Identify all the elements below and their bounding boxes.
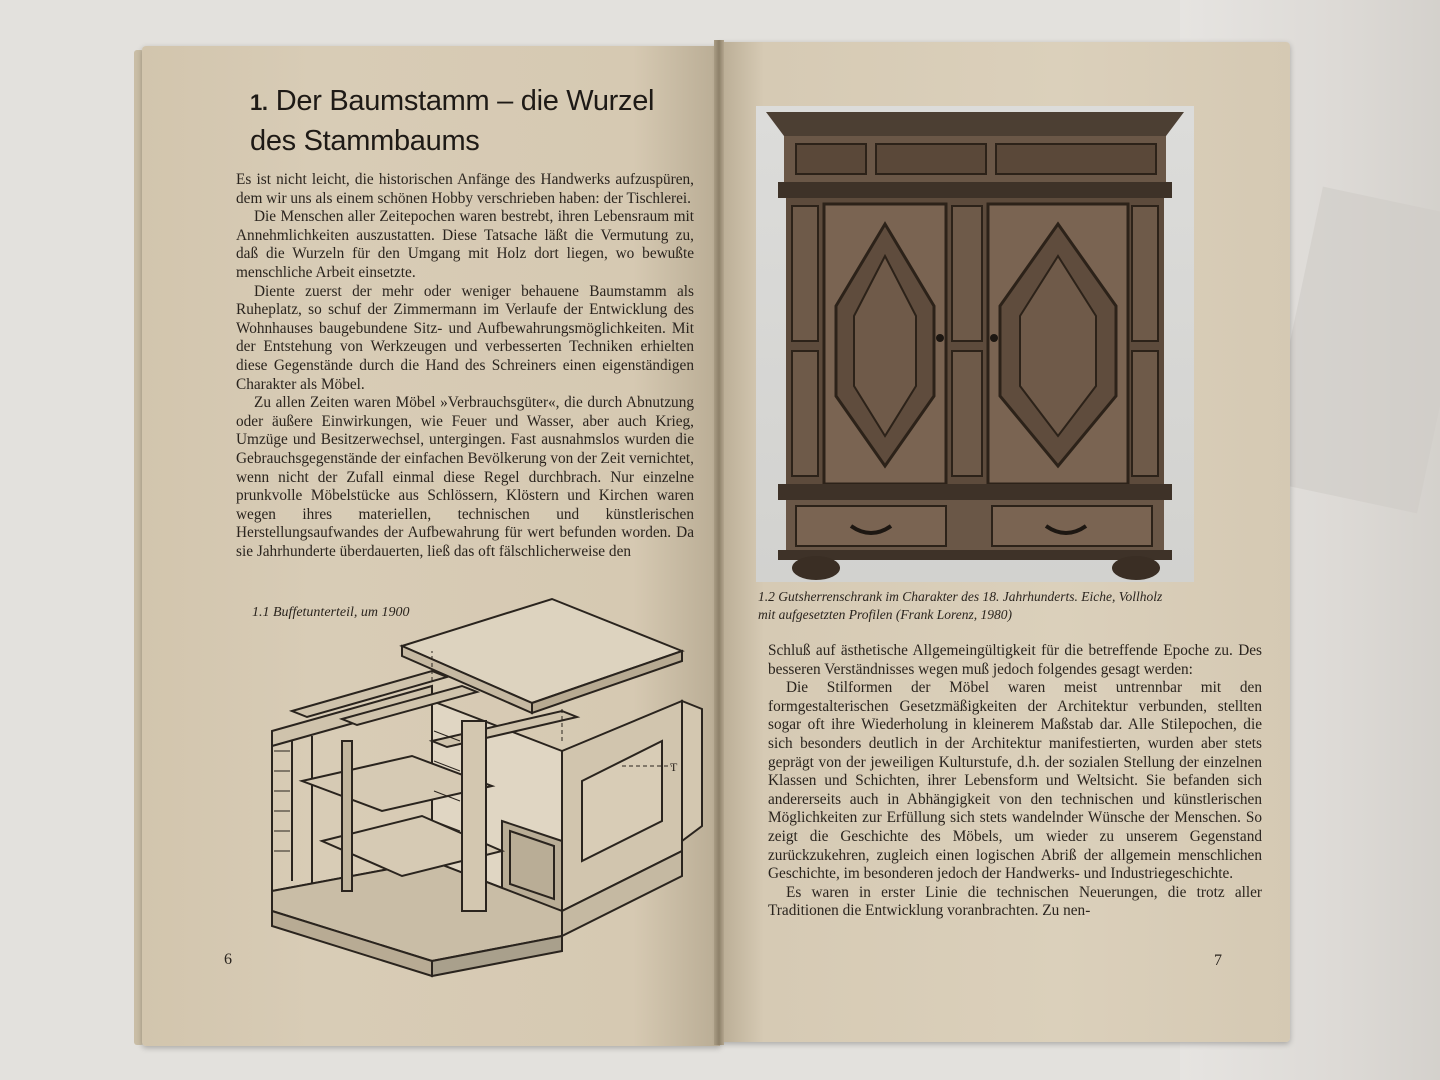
paragraph: Es waren in erster Linie die technischen Neuerungen, die trotz aller Traditionen die Entwicklung voranbrachten. Zu nen-	[768, 883, 1262, 920]
figure-caption-1-2	[758, 588, 1228, 624]
paragraph: Die Menschen aller Zeitepochen waren bestrebt, ihren Lebensraum mit Annehmlichkeiten auszustatten. Diese Tatsache läßt die Vermutung zu, daß die Wurzeln für den Umgang mit Holz dort liegen, wo bewußte menschliche Arbeit einsetzte.	[236, 208, 694, 281]
paragraph: Schluß auf ästhetische Allgemeingültigkeit für die betreffende Epoche zu. Des besseren Verständnisses wegen muß jedoch folgendes gesagt werden:	[768, 642, 1262, 678]
cabinet-photo	[756, 106, 1194, 582]
page-number-right: 7	[1214, 952, 1222, 969]
chapter-title	[250, 82, 690, 160]
paragraph: Die Stilformen der Möbel waren meist untrennbar mit den formgestalterischen Gesetzmäßigkeiten der Architektur verbunden, stellten sogar oft ihre Wiederholung in kleinerem Maßstab dar. Alle Stilepochen, die sich besonders deutlich in der Architektur manifestierten, wurden aber stets geprägt von der jeweiligen Kulturstufe, d.h. der sozialen Stellung der einzelnen Klassen und Schichten, ihrer Lebensform und Weltsicht. Sie befanden sich andererseits auch in Abhängigkeit von den technischen und künstlerischen Möglichkeiten zur Erfüllung sich stets wandelnder Wünsche der Menschen. So zeigt die Geschichte des Möbels, um wieder zu unserem Gegenstand zurückzukehren, zugleich einen logischen Abriß der allgemein menschlichen Geschichte, im besonderen jedoch der Handwerks- und Industriegeschichte.	[768, 679, 1262, 883]
paragraph: Es ist nicht leicht, die historischen Anfänge des Handwerks aufzuspüren, dem wir uns als einem schönen Hobby verschrieben haben: der Tischlerei.	[236, 171, 694, 207]
open-book	[134, 40, 1294, 1050]
paragraph: Diente zuerst der mehr oder weniger behauene Baumstamm als Ruheplatz, so schuf der Zimmermann im Verlaufe der Entwicklung des Wohnhauses baugebundene Sitz- und Aufbewahrungsmöglichkeiten. Mit der Entstehung von Werkzeugen und verbesserten Techniken erhielten diese Gegenstände durch die Hand des Schreiners einen eigenständigen Charakter als Möbel.	[236, 282, 694, 393]
right-body-text	[768, 642, 1262, 921]
right-page	[718, 42, 1290, 1042]
page-number-left: 6	[224, 951, 232, 968]
book-gutter	[714, 40, 724, 1045]
left-body-text	[236, 171, 694, 561]
left-page	[142, 46, 720, 1046]
caption-line2: mit aufgesetzten Profilen (Frank Lorenz, 1980)	[758, 607, 1012, 622]
caption-line1: 1.2 Gutsherrenschrank im Charakter des 18. Jahrhunderts. Eiche, Vollholz	[758, 589, 1163, 604]
chapter-title-line1: Der Baumstamm – die Wurzel	[275, 85, 655, 117]
chapter-title-line2: des Stammbaums	[250, 125, 480, 157]
chapter-number: 1.	[250, 90, 268, 115]
paragraph: Zu allen Zeiten waren Möbel »Verbrauchsgüter«, die durch Abnutzung oder äußere Einwirkungen, wie Feuer und Wasser, aber auch Krieg, Umzüge und Besitzerwechsel, untergingen. Fast ausnahmslos wurden die Gebrauchsgegenstände der einfachen Bevölkerung von der Zeit vernichtet, wenn nicht der Zufall einmal diese Regel durchbrach. Nur einzelne prunkvolle Möbelstücke aus Schlössern, Klöstern und Kirchen waren wegen ihres materiellen, technischen und künstlerischen Herstellungsaufwandes der Aufbewahrung für wert befunden worden. Da sie Jahrhunderte überdauerten, ließ das oft fälschlicherweise den	[236, 394, 694, 560]
figure-caption-1-1: 1.1 Buffetunterteil, um 1900	[252, 605, 410, 620]
figure-label-t: T	[670, 760, 678, 774]
buffet-illustration	[232, 591, 710, 991]
